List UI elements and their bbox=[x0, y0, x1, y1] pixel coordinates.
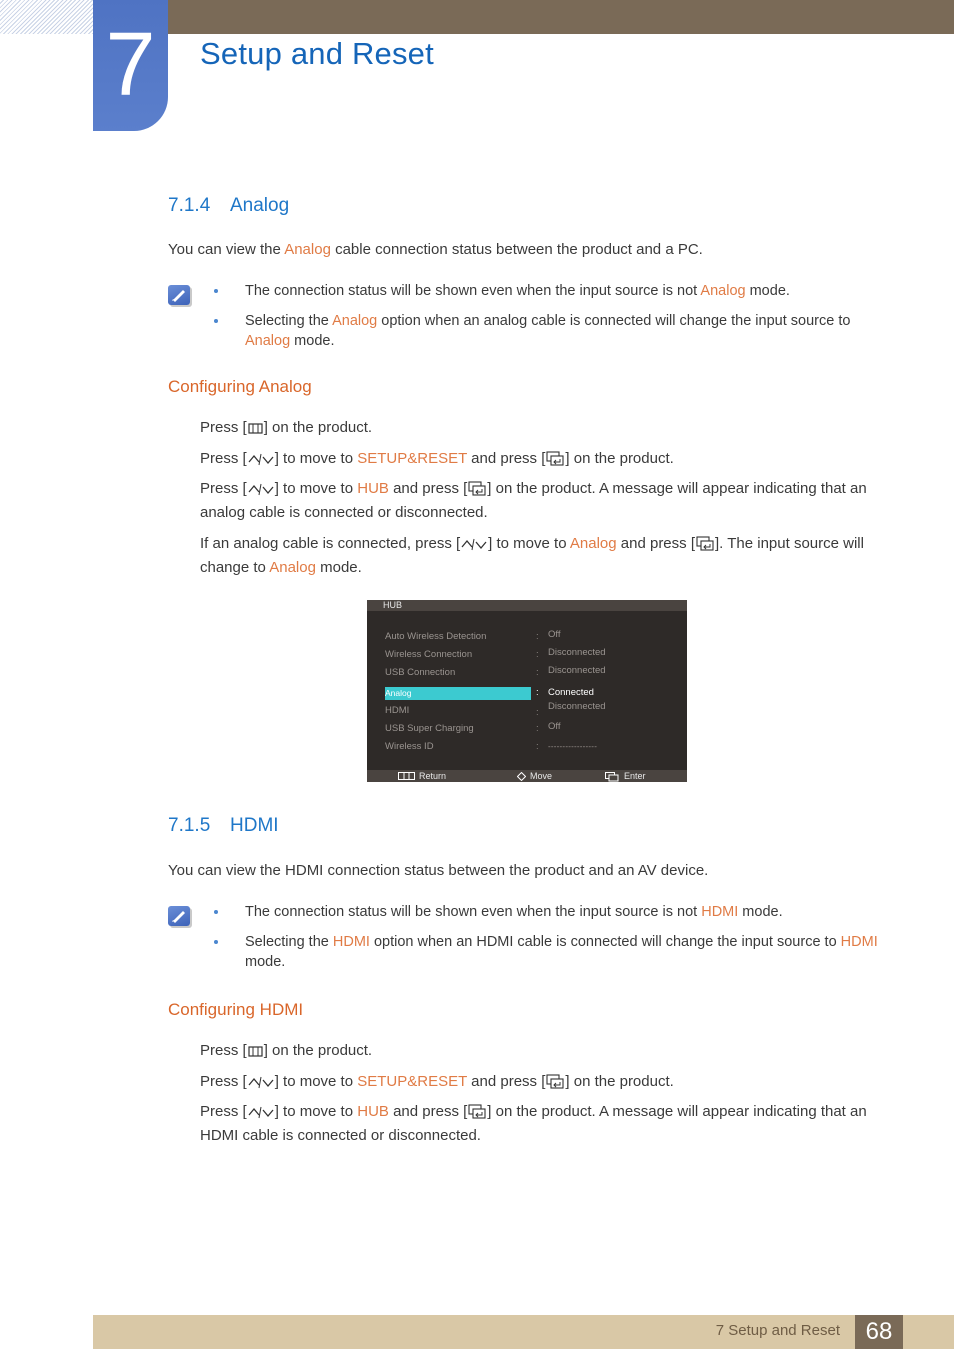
highlight-text: Analog bbox=[269, 559, 316, 576]
osd-separator: : bbox=[536, 631, 539, 642]
text: You can view the bbox=[168, 241, 285, 258]
text: and press [ bbox=[616, 535, 695, 552]
header-hatch-decoration bbox=[0, 0, 93, 34]
text: ]. The input source will change to bbox=[200, 535, 864, 576]
header-bar bbox=[93, 0, 954, 34]
enter-key-icon bbox=[696, 536, 714, 551]
osd-row-hdmi[interactable] bbox=[385, 701, 675, 718]
text: mode. bbox=[745, 283, 790, 299]
enter-key-icon bbox=[468, 1104, 486, 1119]
text: The connection status will be shown even when the input source is not bbox=[245, 283, 701, 299]
osd-footer-move[interactable]: Move bbox=[530, 771, 553, 781]
osd-label: Wireless ID bbox=[385, 741, 434, 752]
configure-hdmi-heading: Configuring HDMI bbox=[168, 1000, 304, 1019]
text: ] on the product. A message will appear indicating that an HDMI cable is connected or disconnected. bbox=[200, 1103, 867, 1144]
osd-label: USB Super Charging bbox=[385, 723, 474, 734]
hdmi-step-1 bbox=[200, 1039, 890, 1063]
hub-osd-menu bbox=[367, 600, 687, 782]
analog-step-1 bbox=[200, 416, 890, 440]
note-item bbox=[213, 281, 893, 301]
chapter-number-tab: 7 bbox=[93, 0, 168, 131]
osd-header bbox=[367, 600, 687, 611]
up-down-key-icon bbox=[248, 1106, 274, 1119]
osd-value: Connected bbox=[548, 687, 594, 698]
text: Press [ bbox=[200, 1042, 247, 1059]
highlight-text: HUB bbox=[357, 1103, 389, 1120]
osd-separator: : bbox=[536, 649, 539, 660]
highlight-text: Analog bbox=[332, 313, 378, 329]
highlight-text: Analog bbox=[245, 333, 291, 349]
section-heading-analog bbox=[168, 195, 289, 217]
osd-separator: : bbox=[536, 707, 539, 718]
text: Selecting the bbox=[245, 934, 333, 950]
analog-intro bbox=[168, 238, 703, 262]
up-down-key-icon bbox=[248, 1076, 274, 1089]
section-heading-hdmi bbox=[168, 815, 279, 837]
configure-analog-heading: Configuring Analog bbox=[168, 377, 312, 396]
section-title: HDMI bbox=[230, 815, 279, 836]
text: mode. bbox=[245, 954, 286, 970]
text: ] to move to bbox=[274, 1073, 358, 1090]
up-down-key-icon bbox=[248, 483, 274, 496]
text: If an analog cable is connected, press [ bbox=[200, 535, 461, 552]
highlight-text: HDMI bbox=[701, 904, 739, 920]
enter-key-icon bbox=[605, 772, 619, 782]
text: ] to move to bbox=[274, 1103, 358, 1120]
return-menu-icon bbox=[398, 772, 415, 780]
osd-footer bbox=[367, 770, 687, 782]
text: ] on the product. bbox=[565, 450, 674, 467]
osd-row-analog[interactable] bbox=[385, 686, 675, 700]
note-item bbox=[213, 902, 893, 922]
osd-value: - - - - - - - - - - - - - - - - - bbox=[548, 742, 596, 751]
text: Selecting the bbox=[245, 313, 333, 329]
text: mode. bbox=[290, 333, 335, 349]
text: and press [ bbox=[467, 1073, 546, 1090]
osd-separator: : bbox=[536, 741, 539, 752]
menu-key-icon bbox=[248, 1045, 263, 1058]
osd-footer-return[interactable]: Return bbox=[419, 771, 447, 781]
analog-step-2 bbox=[200, 447, 890, 471]
enter-key-icon bbox=[546, 1074, 564, 1089]
note-item bbox=[213, 932, 893, 972]
enter-key-icon bbox=[468, 481, 486, 496]
hdmi-notes bbox=[213, 902, 893, 982]
hdmi-intro: You can view the HDMI connection status between the product and an AV device. bbox=[168, 862, 709, 879]
osd-label: USB Connection bbox=[385, 667, 456, 678]
osd-value: Disconnected bbox=[548, 665, 606, 676]
osd-value: Off bbox=[548, 629, 561, 640]
osd-value: Disconnected bbox=[548, 647, 606, 658]
text: Press [ bbox=[200, 1103, 247, 1120]
analog-step-4 bbox=[200, 532, 890, 580]
highlight-text: Analog bbox=[700, 283, 746, 299]
osd-row-auto-wireless-detection[interactable] bbox=[385, 630, 675, 644]
text: ] to move to bbox=[274, 450, 358, 467]
osd-label: Wireless Connection bbox=[385, 649, 473, 660]
highlight-text: HDMI bbox=[840, 934, 878, 950]
text: ] on the product. A message will appear indicating that an analog cable is connected or disconnected. bbox=[200, 480, 867, 521]
text: ] on the product. bbox=[263, 419, 373, 436]
text: option when an analog cable is connected will change the input source to bbox=[377, 313, 851, 329]
analog-notes bbox=[213, 281, 893, 361]
enter-key-icon bbox=[546, 451, 564, 466]
highlight-text: HUB bbox=[357, 480, 389, 497]
osd-separator: : bbox=[536, 687, 539, 698]
text: mode. bbox=[315, 559, 362, 576]
hdmi-step-3 bbox=[200, 1100, 890, 1148]
text: mode. bbox=[738, 904, 783, 920]
text: Press [ bbox=[200, 480, 247, 497]
osd-label: Analog bbox=[385, 688, 412, 698]
text: ] on the product. bbox=[565, 1073, 674, 1090]
osd-title: HUB bbox=[383, 600, 403, 610]
osd-row-wireless-connection[interactable] bbox=[385, 648, 675, 662]
osd-label: HDMI bbox=[385, 705, 410, 716]
osd-row-usb-connection[interactable] bbox=[385, 666, 675, 680]
note-pencil-icon bbox=[168, 906, 190, 926]
text: option when an HDMI cable is connected will change the input source to bbox=[369, 934, 841, 950]
section-number: 7.1.5 bbox=[168, 815, 211, 836]
osd-label: Auto Wireless Detection bbox=[385, 631, 487, 642]
menu-key-icon bbox=[248, 422, 263, 435]
text: Press [ bbox=[200, 419, 247, 436]
up-down-key-icon bbox=[461, 538, 487, 551]
up-down-key-icon bbox=[248, 453, 274, 466]
text: Press [ bbox=[200, 450, 247, 467]
osd-separator: : bbox=[536, 723, 539, 734]
osd-row-wireless-id[interactable] bbox=[385, 740, 675, 754]
text: and press [ bbox=[388, 1103, 468, 1120]
text: ] to move to bbox=[274, 480, 358, 497]
page-number: 68 bbox=[855, 1315, 903, 1349]
text: Press [ bbox=[200, 1073, 247, 1090]
highlight-text: Analog bbox=[569, 535, 617, 552]
text: ] to move to bbox=[488, 535, 570, 552]
osd-value: Disconnected bbox=[548, 701, 606, 712]
osd-row-usb-super-charging[interactable] bbox=[385, 722, 675, 736]
hdmi-step-2 bbox=[200, 1070, 890, 1094]
footer-chapter-label: 7 Setup and Reset bbox=[715, 1322, 840, 1339]
highlight-text: SETUP&RESET bbox=[357, 450, 467, 467]
section-title: Analog bbox=[230, 195, 290, 216]
note-item bbox=[213, 311, 893, 351]
text: ] on the product. bbox=[263, 1042, 373, 1059]
highlight-text: HDMI bbox=[332, 934, 370, 950]
highlight-text: SETUP&RESET bbox=[357, 1073, 467, 1090]
osd-value: Off bbox=[548, 721, 561, 732]
move-arrows-icon bbox=[517, 772, 526, 781]
section-number: 7.1.4 bbox=[168, 195, 211, 216]
chapter-title: Setup and Reset bbox=[200, 36, 434, 71]
text: The connection status will be shown even when the input source is not bbox=[245, 904, 702, 920]
text: cable connection status between the product and a PC. bbox=[330, 241, 703, 258]
text: and press [ bbox=[388, 480, 468, 497]
text: and press [ bbox=[467, 450, 546, 467]
highlight-text: Analog bbox=[284, 241, 331, 258]
note-pencil-icon bbox=[168, 285, 190, 305]
osd-separator: : bbox=[536, 667, 539, 678]
osd-footer-enter[interactable]: Enter bbox=[624, 771, 646, 781]
analog-step-3 bbox=[200, 477, 890, 525]
